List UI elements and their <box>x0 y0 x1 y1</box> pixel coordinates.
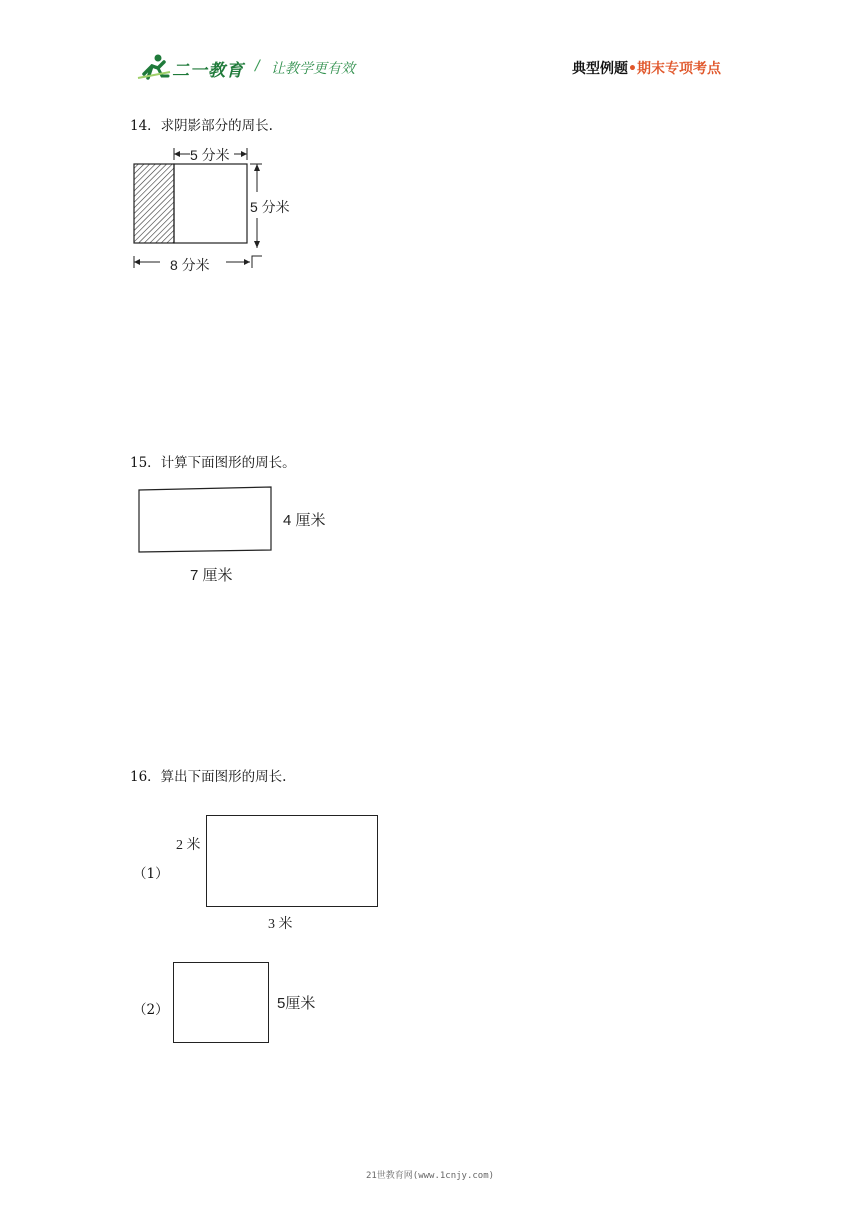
bottom-dim-right-head <box>244 259 250 265</box>
rectangle-7x4 <box>139 487 271 552</box>
q16-part1-label: （1） <box>133 866 169 882</box>
top-dim-left-head <box>174 151 180 157</box>
header-slogan: 让教学更有效 <box>271 61 355 77</box>
top-dim-right-head <box>241 151 247 157</box>
q15-label-bottom: 7 厘米 <box>190 567 233 584</box>
q16-part1-rectangle <box>206 815 378 907</box>
square-region <box>174 164 247 243</box>
runner-icon <box>136 52 176 82</box>
header-category-main: 典型例题 <box>572 61 628 77</box>
header-separator: / <box>255 58 260 74</box>
question-15-text: 15．计算下面图形的周长。 <box>130 455 296 471</box>
q16-part2-label: （2） <box>133 1002 169 1018</box>
header-category-dot: • <box>628 61 637 77</box>
bottom-dim-left-head <box>134 259 140 265</box>
header-category-sub: 期末专项考点 <box>636 61 721 77</box>
page-footer: 21世教育网(www.1cnjy.com) <box>365 1171 495 1181</box>
question-14-text: 14．求阴影部分的周长. <box>130 118 273 134</box>
q16-part1-width-label: 3 米 <box>268 917 293 932</box>
q16-part1-height-label: 2 米 <box>176 838 201 853</box>
right-dim-up-head <box>254 164 260 171</box>
question-16-text: 16．算出下面图形的周长. <box>130 769 287 785</box>
bottom-dim-right-tick <box>252 256 262 268</box>
q14-label-bottom: 8 分米 <box>170 257 210 273</box>
q16-part2-square <box>173 962 269 1043</box>
q15-label-right: 4 厘米 <box>283 512 326 529</box>
logo-text: 二一教育 <box>172 61 244 81</box>
right-dim-down-head <box>254 241 260 248</box>
q14-label-top: 5 分米 <box>190 147 230 163</box>
question-15-figure <box>136 484 276 556</box>
shaded-region <box>134 164 174 243</box>
q14-label-right: 5 分米 <box>250 199 290 215</box>
q16-part2-side-label: 5厘米 <box>277 995 316 1012</box>
header-category <box>572 58 721 78</box>
